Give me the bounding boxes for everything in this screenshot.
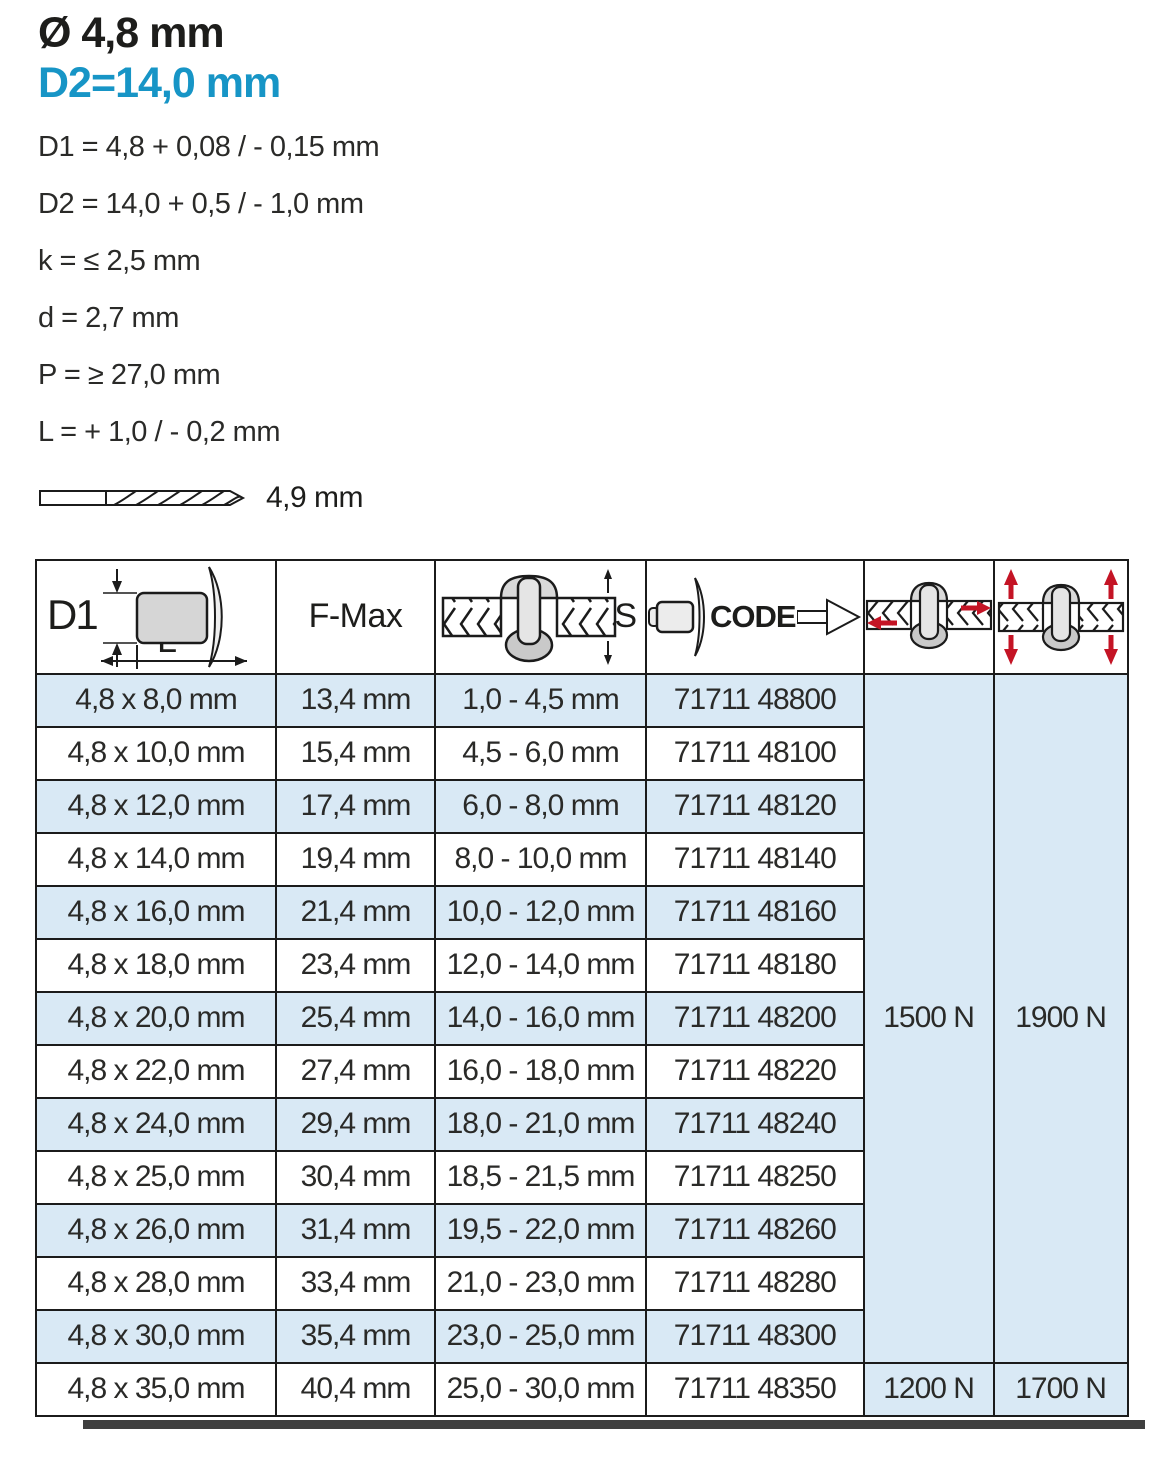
cell-size: 4,8 x 14,0 mm — [36, 833, 276, 886]
cell-grip-range: 23,0 - 25,0 mm — [435, 1310, 646, 1363]
cell-size: 4,8 x 16,0 mm — [36, 886, 276, 939]
column-header-fmax — [276, 560, 435, 674]
cell-code: 71711 48250 — [646, 1151, 864, 1204]
cell-grip-range: 1,0 - 4,5 mm — [435, 674, 646, 727]
cell-code: 71711 48280 — [646, 1257, 864, 1310]
cell-code: 71711 48100 — [646, 727, 864, 780]
page-title: Ø 4,8 mm — [38, 9, 224, 57]
spec-line-d: d = 2,7 mm — [38, 301, 179, 334]
cell-fmax: 29,4 mm — [276, 1098, 435, 1151]
column-header-tensile — [994, 560, 1128, 674]
cell-size: 4,8 x 10,0 mm — [36, 727, 276, 780]
cell-grip-range: 14,0 - 16,0 mm — [435, 992, 646, 1045]
fmax-label: F-Max — [308, 597, 403, 636]
cell-grip-range: 4,5 - 6,0 mm — [435, 727, 646, 780]
cell-grip-range: 18,0 - 21,0 mm — [435, 1098, 646, 1151]
spec-line-p: P = ≥ 27,0 mm — [38, 358, 221, 391]
cell-grip-range: 8,0 - 10,0 mm — [435, 833, 646, 886]
page-subtitle: D2=14,0 mm — [38, 59, 281, 108]
cell-fmax: 13,4 mm — [276, 674, 435, 727]
column-header-shear — [864, 560, 994, 674]
cell-size: 4,8 x 26,0 mm — [36, 1204, 276, 1257]
cell-size: 4,8 x 22,0 mm — [36, 1045, 276, 1098]
cell-fmax: 25,4 mm — [276, 992, 435, 1045]
cell-code: 71711 48300 — [646, 1310, 864, 1363]
rivet-code-icon — [647, 573, 709, 661]
dim-d1-label: D1 — [47, 590, 97, 638]
cell-size: 4,8 x 8,0 mm — [36, 674, 276, 727]
cell-size: 4,8 x 24,0 mm — [36, 1098, 276, 1151]
rivet-dimension-diagram-icon — [37, 561, 261, 673]
cell-grip-range: 16,0 - 18,0 mm — [435, 1045, 646, 1098]
table-header-row — [36, 560, 1128, 674]
cell-fmax: 17,4 mm — [276, 780, 435, 833]
column-header-grip — [435, 560, 646, 674]
cell-fmax: 19,4 mm — [276, 833, 435, 886]
drill-size-label: 4,9 mm — [266, 480, 364, 514]
mandrel-arrow-icon — [797, 573, 863, 661]
cell-fmax: 21,4 mm — [276, 886, 435, 939]
drill-bit-icon — [38, 480, 250, 516]
cell-code: 71711 48260 — [646, 1204, 864, 1257]
cell-code: 71711 48120 — [646, 780, 864, 833]
cell-code: 71711 48240 — [646, 1098, 864, 1151]
cell-size: 4,8 x 35,0 mm — [36, 1363, 276, 1416]
cell-fmax: 33,4 mm — [276, 1257, 435, 1310]
cell-fmax: 15,4 mm — [276, 727, 435, 780]
drill-row — [38, 479, 1160, 517]
cell-code: 71711 48220 — [646, 1045, 864, 1098]
cell-size: 4,8 x 18,0 mm — [36, 939, 276, 992]
cell-grip-range: 19,5 - 22,0 mm — [435, 1204, 646, 1257]
cell-size: 4,8 x 25,0 mm — [36, 1151, 276, 1204]
rivet-spec-table — [35, 559, 1129, 1417]
cell-grip-range: 6,0 - 8,0 mm — [435, 780, 646, 833]
tensile-strength-icon — [995, 567, 1127, 667]
table-row — [36, 674, 1128, 727]
cell-code: 71711 48800 — [646, 674, 864, 727]
tensile-strength-cell-last: 1700 N — [994, 1363, 1128, 1416]
column-header-code — [646, 560, 864, 674]
cell-fmax: 35,4 mm — [276, 1310, 435, 1363]
spec-line-d1: D1 = 4,8 + 0,08 / - 0,15 mm — [38, 130, 380, 163]
shear-strength-icon — [865, 571, 993, 663]
rivet-grip-range-icon — [440, 567, 622, 667]
cell-size: 4,8 x 30,0 mm — [36, 1310, 276, 1363]
cell-grip-range: 10,0 - 12,0 mm — [435, 886, 646, 939]
cell-size: 4,8 x 20,0 mm — [36, 992, 276, 1045]
cell-fmax: 31,4 mm — [276, 1204, 435, 1257]
cell-code: 71711 48200 — [646, 992, 864, 1045]
column-header-dimensions — [36, 560, 276, 674]
cell-fmax: 40,4 mm — [276, 1363, 435, 1416]
cell-code: 71711 48140 — [646, 833, 864, 886]
spec-line-d2: D2 = 14,0 + 0,5 / - 1,0 mm — [38, 187, 364, 220]
cell-size: 4,8 x 28,0 mm — [36, 1257, 276, 1310]
grip-s-label: S — [614, 596, 637, 635]
table-bottom-bar — [83, 1420, 1145, 1429]
cell-grip-range: 12,0 - 14,0 mm — [435, 939, 646, 992]
cell-fmax: 23,4 mm — [276, 939, 435, 992]
cell-fmax: 30,4 mm — [276, 1151, 435, 1204]
spec-line-k: k = ≤ 2,5 mm — [38, 244, 201, 277]
cell-grip-range: 25,0 - 30,0 mm — [435, 1363, 646, 1416]
cell-code: 71711 48160 — [646, 886, 864, 939]
shear-strength-cell-last: 1200 N — [864, 1363, 994, 1416]
cell-grip-range: 18,5 - 21,5 mm — [435, 1151, 646, 1204]
cell-fmax: 27,4 mm — [276, 1045, 435, 1098]
table-body — [36, 674, 1128, 1416]
cell-grip-range: 21,0 - 23,0 mm — [435, 1257, 646, 1310]
cell-code: 71711 48350 — [646, 1363, 864, 1416]
cell-code: 71711 48180 — [646, 939, 864, 992]
table-row — [36, 1363, 1128, 1416]
code-label: CODE — [710, 598, 796, 634]
cell-size: 4,8 x 12,0 mm — [36, 780, 276, 833]
spec-line-l: L = + 1,0 / - 0,2 mm — [38, 415, 280, 448]
tensile-strength-cell: 1900 N — [994, 674, 1128, 1363]
shear-strength-cell: 1500 N — [864, 674, 994, 1363]
